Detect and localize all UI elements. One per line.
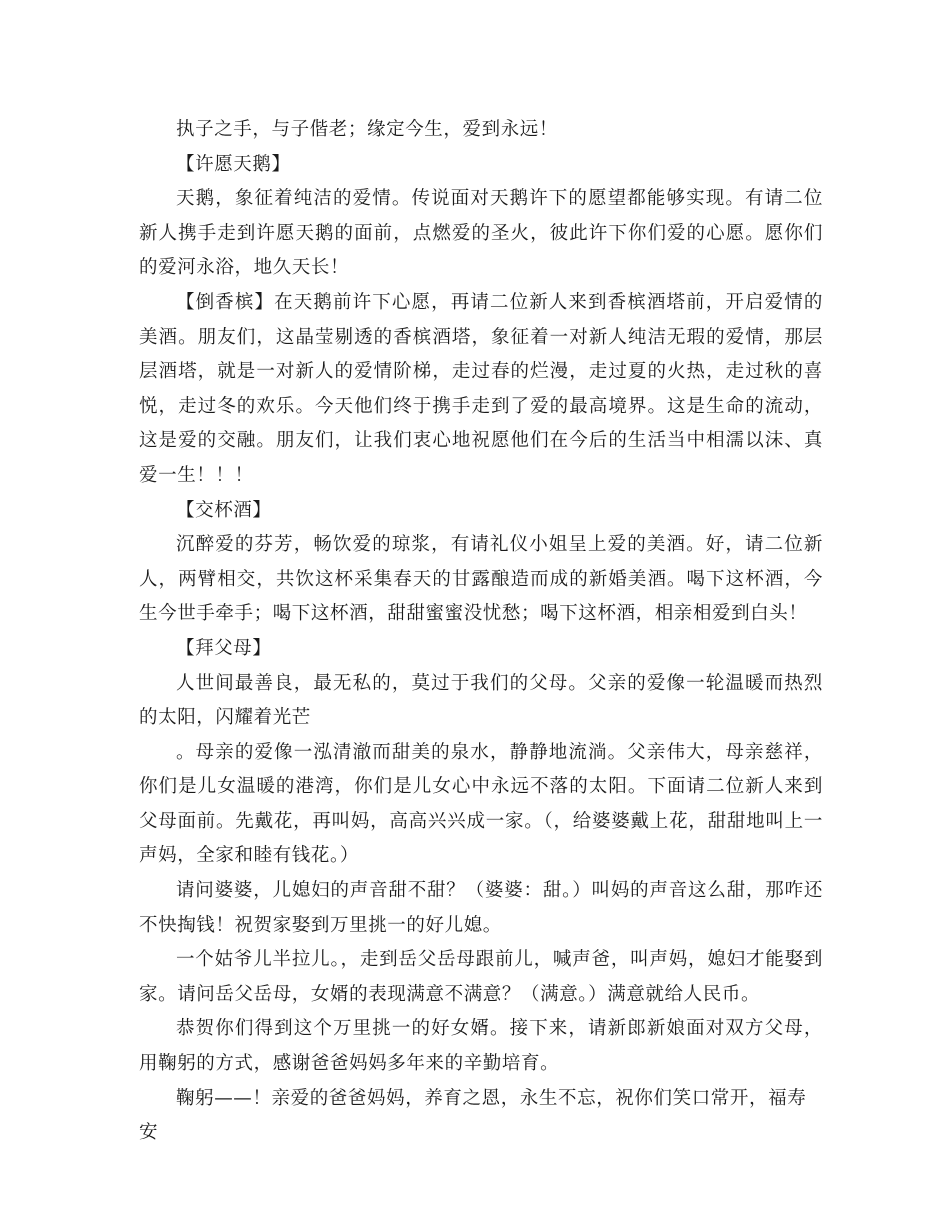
- paragraph-bow: 鞠躬——！亲爱的爸爸妈妈，养育之恩，永生不忘，祝你们笑口常开，福寿安: [139, 1087, 807, 1144]
- paragraph-parents-love: 人世间最善良，最无私的，莫过于我们的父母。父亲的爱像一轮温暖而热烈的太阳，闪耀着光芒: [139, 672, 823, 729]
- paragraph-mother-love: 。母亲的爱像一泓清澈而甜美的泉水，静静地流淌。父亲伟大，母亲慈祥，你们是儿女温暖的港湾，你们是儿女心中永远不落的太阳。下面请二位新人来到父母面前。先戴花，再叫妈，高高兴兴成一家。（，给婆婆戴上花，甜甜地叫上一声妈，全家和睦有钱花。）: [139, 741, 823, 867]
- paragraph-congratulate: 恭贺你们得到这个万里挑一的好女婿。接下来，请新郎新娘面对双方父母，用鞠躬的方式，感谢爸爸妈妈多年来的辛勤培育。: [139, 1018, 823, 1075]
- paragraph-cross-cup-wine: 沉醉爱的芬芳，畅饮爱的琼浆，有请礼仪小姐呈上爱的美酒。好，请二位新人，两臂相交，共饮这杯采集春天的甘露酿造而成的新婚美酒。喝下这杯酒，今生今世手牵手；喝下这杯酒，甜甜蜜蜜没忧愁；喝下这杯酒，相亲相爱到白头！: [139, 534, 823, 625]
- section-heading-bow-to-parents: 【拜父母】: [176, 637, 272, 659]
- paragraph-pour-champagne: 【倒香槟】在天鹅前许下心愿，再请二位新人来到香槟酒塔前，开启爱情的美酒。朋友们，这晶莹剔透的香槟酒塔，象征着一对新人纯洁无瑕的爱情，那层层酒塔，就是一对新人的爱情阶梯，走过春的烂漫，走过夏的火热，走过秋的喜悦，走过冬的欢乐。今天他们终于携手走到了爱的最高境界。这是生命的流动，这是爱的交融。朋友们，让我们衷心地祝愿他们在今后的生活当中相濡以沫、真爱一生！！！: [139, 291, 823, 486]
- paragraph-vow: 执子之手，与子偕老；缘定今生，爱到永远！: [176, 119, 559, 140]
- document-body: [139, 113, 823, 1151]
- paragraph-wishing-swan: 天鹅，象征着纯洁的爱情。传说面对天鹅许下的愿望都能够实现。有请二位新人携手走到许愿天鹅的面前，点燃爱的圣火，彼此许下你们爱的心愿。愿你们的爱河永浴，地久天长！: [139, 188, 823, 279]
- paragraph-ask-mother-in-law: 请问婆婆，儿媳妇的声音甜不甜？（婆婆：甜。）叫妈的声音这么甜，那咋还不快掏钱！祝贺家娶到万里挑一的好儿媳。: [139, 880, 823, 936]
- paragraph-son-in-law: 一个姑爷儿半拉儿。，走到岳父岳母跟前儿，喊声爸，叫声妈，媳妇才能娶到家。请问岳父岳母，女婿的表现满意不满意？（满意。）满意就给人民币。: [139, 949, 823, 1005]
- section-heading-cross-cup-wine: 【交杯酒】: [176, 499, 272, 521]
- section-heading-wishing-swan: 【许愿天鹅】: [176, 153, 291, 175]
